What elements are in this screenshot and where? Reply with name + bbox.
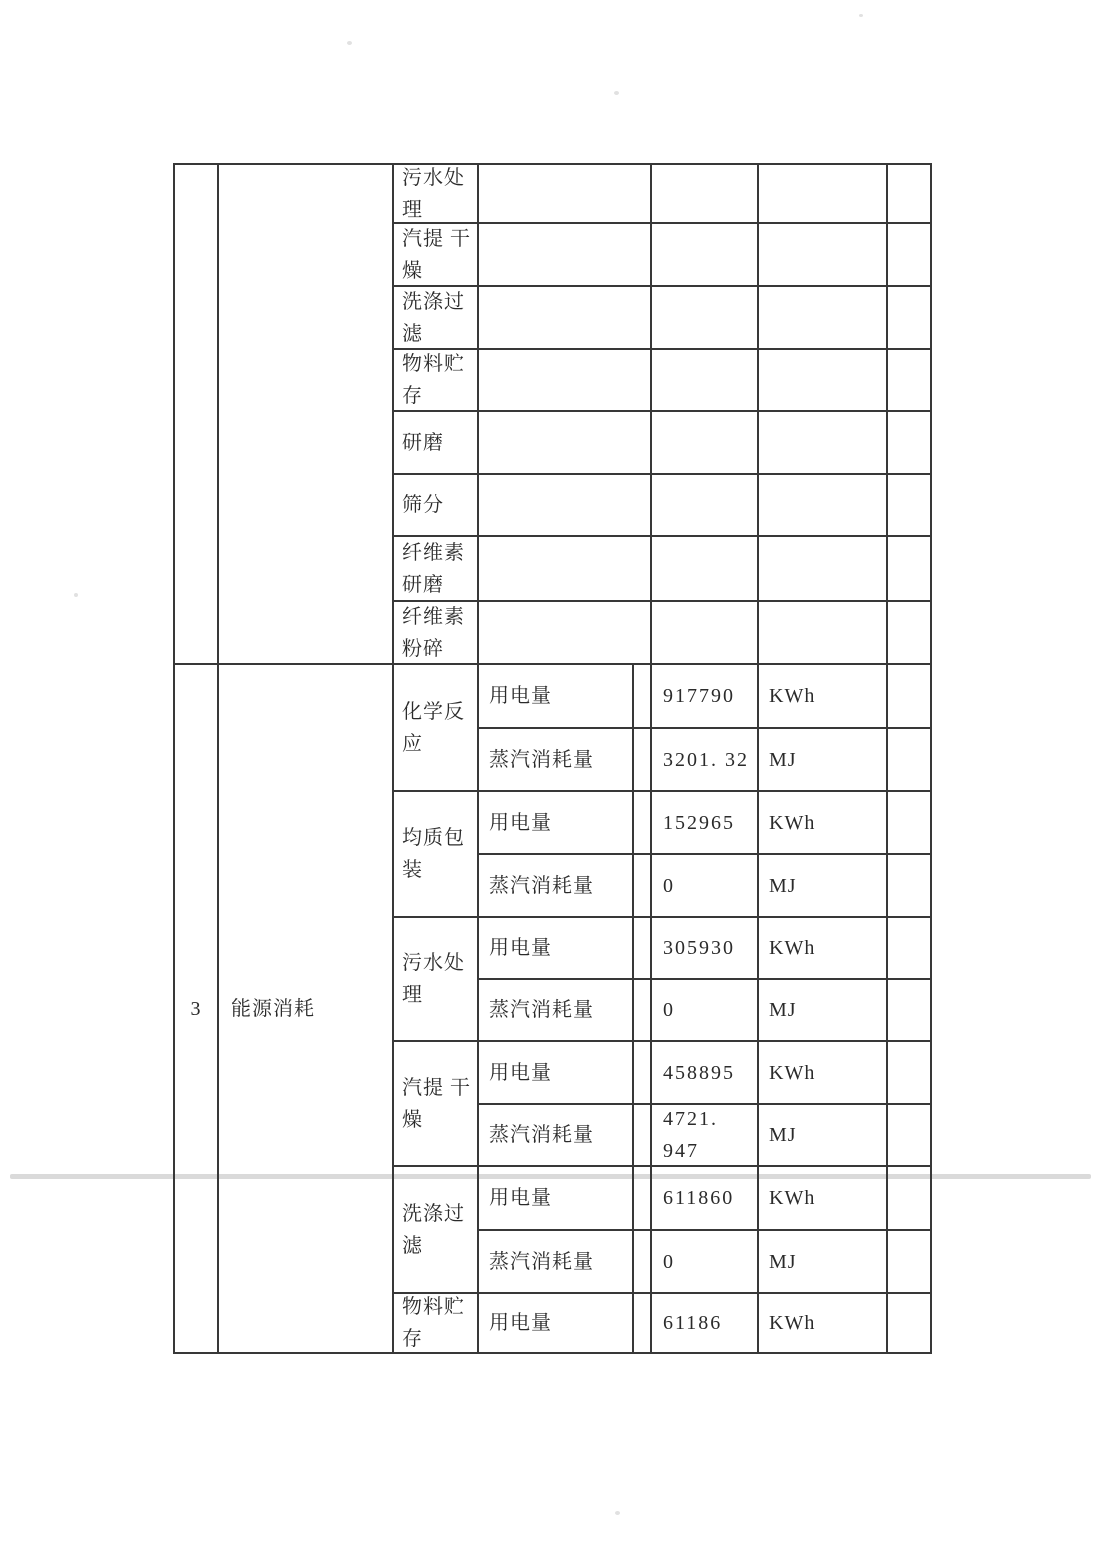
empty-cell: [652, 224, 759, 287]
scan-speck: [859, 14, 863, 17]
empty-cell: [652, 537, 759, 602]
unit-cell: KWh: [759, 1294, 888, 1354]
metric-cell: 用电量: [479, 1042, 634, 1105]
metric-cell: 用电量: [479, 792, 634, 855]
stage-cell: 纤维素研磨: [394, 537, 479, 602]
value-cell: 0: [652, 980, 759, 1042]
metric-cell: 蒸汽消耗量: [479, 1231, 634, 1294]
empty-cell: [888, 1231, 932, 1294]
scan-speck: [615, 1511, 620, 1515]
empty-cell: [759, 350, 888, 412]
spacer-cell: [634, 1167, 652, 1231]
empty-cell: [479, 412, 652, 475]
row-index-cell: 3: [175, 665, 219, 1354]
empty-cell: [479, 537, 652, 602]
empty-cell: [652, 412, 759, 475]
value-cell: 152965: [652, 792, 759, 855]
value-cell: 611860: [652, 1167, 759, 1231]
stage-cell: 洗涤过滤: [394, 287, 479, 350]
stage-cell: 汽提 干燥: [394, 1042, 479, 1167]
value-cell: 3201. 32: [652, 729, 759, 792]
empty-cell: [888, 1167, 932, 1231]
empty-cell: [888, 602, 932, 665]
energy-consumption-table: [173, 163, 932, 1354]
empty-cell: [175, 165, 219, 665]
value-cell: 4721. 947: [652, 1105, 759, 1167]
unit-cell: MJ: [759, 855, 888, 918]
empty-cell: [888, 855, 932, 918]
stage-cell: 洗涤过滤: [394, 1167, 479, 1294]
empty-cell: [888, 665, 932, 729]
empty-cell: [888, 537, 932, 602]
unit-cell: KWh: [759, 792, 888, 855]
empty-cell: [652, 602, 759, 665]
empty-cell: [888, 412, 932, 475]
empty-cell: [759, 165, 888, 224]
scan-speck: [347, 41, 352, 45]
empty-cell: [888, 165, 932, 224]
stage-cell: 均质包装: [394, 792, 479, 918]
empty-cell: [219, 165, 394, 665]
unit-cell: KWh: [759, 1042, 888, 1105]
empty-cell: [888, 792, 932, 855]
stage-cell: 物料贮存: [394, 350, 479, 412]
unit-cell: MJ: [759, 1105, 888, 1167]
empty-cell: [652, 165, 759, 224]
unit-cell: KWh: [759, 918, 888, 980]
metric-cell: 用电量: [479, 1167, 634, 1231]
stage-cell: 化学反应: [394, 665, 479, 792]
metric-cell: 蒸汽消耗量: [479, 980, 634, 1042]
stage-cell: 纤维素粉碎: [394, 602, 479, 665]
value-cell: 61186: [652, 1294, 759, 1354]
empty-cell: [652, 350, 759, 412]
empty-cell: [888, 287, 932, 350]
empty-cell: [888, 350, 932, 412]
stage-cell: 物料贮存: [394, 1294, 479, 1354]
metric-cell: 蒸汽消耗量: [479, 1105, 634, 1167]
stage-cell: 筛分: [394, 475, 479, 537]
empty-cell: [479, 165, 652, 224]
stage-cell: 污水处理: [394, 918, 479, 1042]
empty-cell: [479, 475, 652, 537]
empty-cell: [652, 475, 759, 537]
empty-cell: [888, 1294, 932, 1354]
value-cell: 0: [652, 1231, 759, 1294]
empty-cell: [759, 602, 888, 665]
empty-cell: [888, 918, 932, 980]
metric-cell: 用电量: [479, 918, 634, 980]
empty-cell: [759, 475, 888, 537]
spacer-cell: [634, 980, 652, 1042]
scan-speck: [74, 593, 78, 597]
empty-cell: [479, 602, 652, 665]
stage-cell: 研磨: [394, 412, 479, 475]
spacer-cell: [634, 855, 652, 918]
empty-cell: [759, 537, 888, 602]
empty-cell: [888, 1105, 932, 1167]
stage-cell: 汽提 干燥: [394, 224, 479, 287]
spacer-cell: [634, 1294, 652, 1354]
empty-cell: [759, 287, 888, 350]
stage-cell: 污水处理: [394, 165, 479, 224]
unit-cell: KWh: [759, 1167, 888, 1231]
empty-cell: [479, 224, 652, 287]
empty-cell: [759, 224, 888, 287]
metric-cell: 蒸汽消耗量: [479, 855, 634, 918]
spacer-cell: [634, 792, 652, 855]
spacer-cell: [634, 1105, 652, 1167]
empty-cell: [652, 287, 759, 350]
category-cell: 能源消耗: [219, 665, 394, 1354]
empty-cell: [888, 980, 932, 1042]
unit-cell: MJ: [759, 1231, 888, 1294]
value-cell: 458895: [652, 1042, 759, 1105]
unit-cell: KWh: [759, 665, 888, 729]
metric-cell: 用电量: [479, 1294, 634, 1354]
empty-cell: [888, 475, 932, 537]
spacer-cell: [634, 1231, 652, 1294]
metric-cell: 用电量: [479, 665, 634, 729]
empty-cell: [759, 412, 888, 475]
spacer-cell: [634, 729, 652, 792]
empty-cell: [479, 287, 652, 350]
empty-cell: [888, 224, 932, 287]
spacer-cell: [634, 1042, 652, 1105]
unit-cell: MJ: [759, 980, 888, 1042]
value-cell: 305930: [652, 918, 759, 980]
value-cell: 917790: [652, 665, 759, 729]
empty-cell: [888, 729, 932, 792]
unit-cell: MJ: [759, 729, 888, 792]
value-cell: 0: [652, 855, 759, 918]
scan-speck: [614, 91, 619, 95]
spacer-cell: [634, 918, 652, 980]
metric-cell: 蒸汽消耗量: [479, 729, 634, 792]
empty-cell: [479, 350, 652, 412]
spacer-cell: [634, 665, 652, 729]
empty-cell: [888, 1042, 932, 1105]
